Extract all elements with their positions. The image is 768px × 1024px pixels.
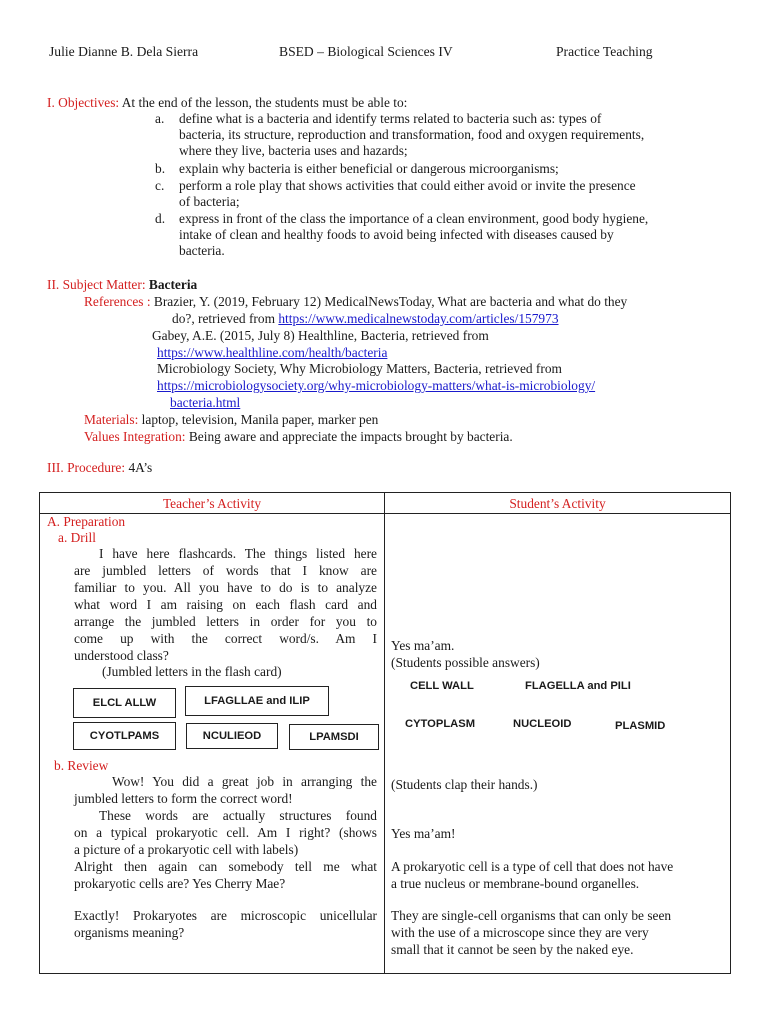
subject-matter-label: II. Subject Matter:: [47, 277, 146, 292]
objectives-label: I. Objectives:: [47, 95, 120, 110]
table-header-divider: [40, 513, 730, 514]
subject-matter-section: [47, 277, 197, 293]
review-line: a picture of a prokaryotic cell with labels): [74, 842, 299, 857]
flashcard: LPAMSDI: [289, 724, 379, 750]
flashcard: ELCL ALLW: [73, 688, 176, 718]
review-line: organisms meaning?: [74, 925, 185, 940]
student-prokaryote-answer: a true nucleus or membrane-bound organelles.: [391, 876, 640, 891]
reference-1-text: Brazier, Y. (2019, February 12) MedicalNewsToday, What are bacteria and what do they: [153, 294, 628, 309]
objective-line: bacteria.: [179, 243, 225, 258]
drill-line: I have here flashcards. The things listed here: [99, 546, 377, 561]
reference-1-prefix: do?, retrieved from: [172, 311, 275, 326]
objectives-intro: At the end of the lesson, the students must be able to:: [121, 95, 408, 110]
flashcard: NCULIEOD: [186, 723, 278, 749]
author-name: Julie Dianne B. Dela Sierra: [49, 44, 199, 59]
objective-line: where they live, bacteria uses and hazards;: [179, 143, 408, 158]
student-yes-2: Yes ma’am!: [391, 826, 456, 841]
values-line: [84, 429, 513, 445]
flashcard: CYOTLPAMS: [73, 722, 176, 750]
objective-line: define what is a bacteria and identify terms related to bacteria such as: types of: [179, 111, 602, 126]
student-clap: (Students clap their hands.): [391, 777, 538, 792]
drill-line: understood class?: [74, 648, 169, 663]
objective-letter: a.: [155, 111, 165, 126]
procedure-label: III. Procedure:: [47, 460, 126, 475]
materials-label: Materials:: [84, 412, 139, 427]
drill-line: are jumbled letters of words that I know are: [74, 563, 377, 578]
review-line: Wow! You did a great job in arranging the: [112, 774, 377, 789]
review-line: Exactly! Prokaryotes are microscopic unicellular: [74, 908, 377, 923]
teacher-activity-header: Teacher’s Activity: [162, 496, 262, 511]
review-line: Alright then again can somebody tell me what: [74, 859, 377, 874]
review-line: prokaryotic cells are? Yes Cherry Mae?: [74, 876, 286, 891]
objective-letter: c.: [155, 178, 165, 193]
objective-line: explain why bacteria is either beneficial or dangerous microorganisms;: [179, 161, 559, 176]
student-prokaryote-answer: A prokaryotic cell is a type of cell that does not have: [391, 859, 674, 874]
drill-line: what word I am raising on each flash card and: [74, 597, 377, 612]
objective-letter: d.: [155, 211, 166, 226]
objective-line: express in front of the class the importance of a clean environment, good body hygiene,: [179, 211, 649, 226]
review-line: These words are actually structures found: [99, 808, 377, 823]
reference-3-link-cont[interactable]: bacteria.html: [170, 395, 241, 410]
reference-1-line: [84, 294, 627, 310]
student-single-cell-answer: They are single-cell organisms that can only be seen: [391, 908, 672, 923]
values-label: Values Integration:: [84, 429, 186, 444]
procedure-method: 4A’s: [128, 460, 153, 475]
references-label: References :: [84, 294, 151, 309]
drill-line: arrange the jumbled letters in order for you to: [74, 614, 377, 629]
reference-1-line-2: [172, 311, 559, 327]
table-column-divider: [384, 493, 385, 973]
subject-name: Practice Teaching: [556, 44, 653, 59]
section-preparation: A. Preparation: [47, 514, 126, 529]
answer-flagella: FLAGELLA and PILI: [525, 680, 631, 692]
subject-matter-topic: Bacteria: [148, 277, 198, 292]
reference-2-text: Gabey, A.E. (2015, July 8) Healthline, Bacteria, retrieved from: [152, 328, 489, 343]
drill-label: a. Drill: [58, 530, 96, 545]
student-possible-answers: (Students possible answers): [391, 655, 540, 670]
reference-3-text: Microbiology Society, Why Microbiology Matters, Bacteria, retrieved from: [157, 361, 562, 376]
student-single-cell-answer: with the use of a microscope since they are very: [391, 925, 649, 940]
objective-line: of bacteria;: [179, 194, 240, 209]
answer-nucleoid: NUCLEOID: [513, 718, 572, 730]
student-yes: Yes ma’am.: [391, 638, 455, 653]
objective-line: bacteria, its structure, reproduction and transformation, food and oxygen requirements,: [179, 127, 645, 142]
drill-line: familiar to you. All you have to do is to analyze: [74, 580, 377, 595]
answer-plasmid: PLASMID: [615, 720, 666, 732]
materials-text: laptop, television, Manila paper, marker pen: [141, 412, 379, 427]
student-single-cell-answer: small that it cannot be seen by the naked eye.: [391, 942, 634, 957]
reference-2-link[interactable]: https://www.healthline.com/health/bacteria: [157, 345, 388, 360]
review-label: b. Review: [54, 758, 109, 773]
course-name: BSED – Biological Sciences IV: [279, 44, 453, 59]
answer-cytoplasm: CYTOPLASM: [405, 718, 476, 730]
student-activity-header: Student’s Activity: [509, 496, 606, 511]
answer-cell-wall: CELL WALL: [410, 680, 474, 692]
objective-line: perform a role play that shows activities that could either avoid or invite the presence: [179, 178, 636, 193]
materials-line: [84, 412, 378, 428]
objective-letter: b.: [155, 161, 166, 176]
review-line: on a typical prokaryotic cell. Am I right? (shows: [74, 825, 377, 840]
objectives-section: [47, 95, 407, 111]
objective-line: intake of clean and healthy foods to avoid being infected with diseases caused by: [179, 227, 614, 242]
review-line: jumbled letters to form the correct word!: [74, 791, 293, 806]
jumbled-caption: (Jumbled letters in the flash card): [102, 664, 282, 679]
reference-1-link[interactable]: https://www.medicalnewstoday.com/articles/157973: [278, 311, 559, 326]
drill-line: come up with the correct word/s. Am I: [74, 631, 377, 646]
flashcard: LFAGLLAE and ILIP: [185, 686, 329, 716]
procedure-section: [47, 460, 152, 476]
values-text: Being aware and appreciate the impacts brought by bacteria.: [188, 429, 513, 444]
reference-3-link[interactable]: https://microbiologysociety.org/why-microbiology-matters/what-is-microbiology/: [157, 378, 596, 393]
